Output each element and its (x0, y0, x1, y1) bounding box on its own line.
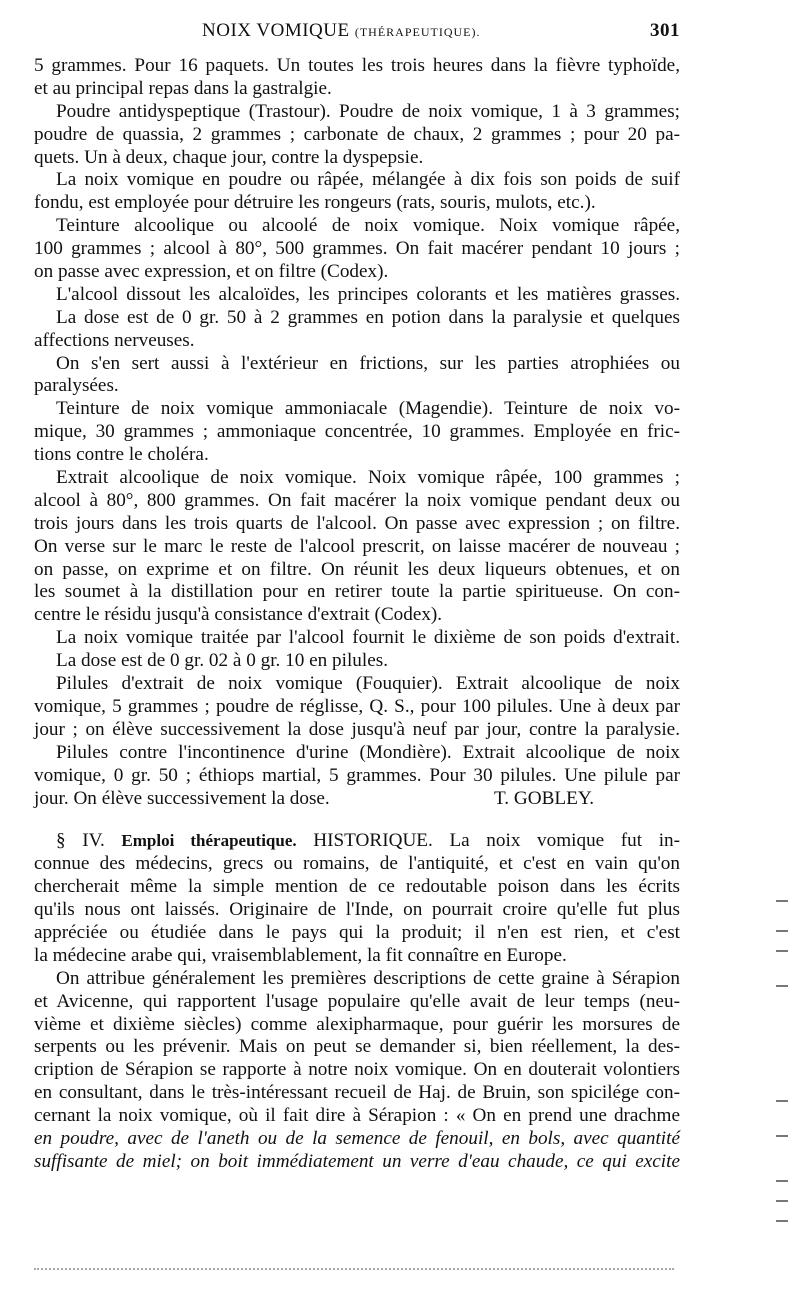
text-line (34, 788, 680, 811)
text-line: La noix vomique traitée par l'alcool fournit le dixième de son poids d'extrait. (56, 627, 680, 649)
text-line: cernant la noix vomique, où il fait dire à Sérapion : « On en prend une drachme (34, 1105, 680, 1127)
text-line: On verse sur le marc le reste de l'alcool prescrit, on laisse macérer de nouveau ; (34, 535, 680, 557)
text-line: 100 grammes ; alcool à 80°, 500 grammes. On fait macérer pendant 10 jours ; (34, 238, 680, 260)
text-line: qu'ils nous ont laissés. Originaire de l'Inde, on pourrait croire qu'elle fut plus (34, 899, 680, 921)
section-heading-line (34, 830, 680, 853)
text-line: serpents ou les prévenir. Mais on peut se demander si, bien réellement, la des- (34, 1036, 680, 1058)
text-line: trois jours dans les trois quarts de l'alcool. On passe avec expression ; on filtre. (34, 512, 680, 534)
margin-mark (776, 900, 788, 902)
text-line: Pilules d'extrait de noix vomique (Fouquier). Extrait alcoolique de noix (56, 673, 680, 695)
text-line: affections nerveuses. (34, 329, 195, 351)
running-header (34, 20, 680, 50)
margin-mark (776, 1100, 788, 1102)
text-line: et Avicenne, qui rapportent l'usage populaire qu'elle avait de leur temps (neu- (34, 990, 680, 1012)
text-line: fondu, est employée pour détruire les rongeurs (rats, souris, mulots, etc.). (34, 192, 596, 214)
text-line: Poudre antidyspeptique (Trastour). Poudre de noix vomique, 1 à 3 grammes; (56, 100, 680, 122)
text-line: Teinture alcoolique ou alcoolé de noix vomique. Noix vomique râpée, (56, 215, 680, 237)
footer-rule (34, 1268, 674, 1270)
page-number: 301 (650, 20, 680, 41)
section-number: § IV. (56, 830, 105, 852)
text-line: Teinture de noix vomique ammoniacale (Magendie). Teinture de noix vo- (56, 398, 680, 420)
margin-mark (776, 1220, 788, 1222)
text-line: On attribue généralement les premières descriptions de cette graine à Sérapion (56, 967, 680, 989)
text-line: On s'en sert aussi à l'extérieur en frictions, sur les parties atrophiées ou (56, 352, 680, 374)
author-signature: T. GOBLEY. (494, 787, 595, 809)
text-body (34, 55, 680, 1174)
text-line: paralysées. (34, 375, 119, 397)
text-line: La noix vomique en poudre ou râpée, mélangée à dix fois son poids de suif (56, 169, 680, 191)
text-line: vomique, 5 grammes ; poudre de réglisse, Q. S., pour 100 pilules. Une à deux par (34, 695, 680, 717)
section-subtitle: HISTORIQUE. (313, 830, 433, 852)
margin-marks (770, 870, 800, 1250)
text-line: on passe avec expression, et on filtre (Codex). (34, 261, 389, 283)
text-line: connue des médecins, grecs ou romains, de l'antiquité, et c'est en vain qu'on (34, 853, 680, 875)
text-line: alcool à 80°, 800 grammes. On fait macérer la noix vomique pendant deux ou (34, 489, 680, 511)
margin-mark (776, 950, 788, 952)
text-line-content: jour. On élève successivement la dose. (34, 787, 330, 809)
text-line: la médecine arabe qui, vraisemblablement, la fit connaître en Europe. (34, 944, 567, 966)
text-line: poudre de quassia, 2 grammes ; carbonate de chaux, 2 grammes ; pour 20 pa- (34, 123, 680, 145)
section-title: Emploi thérapeutique. (121, 831, 297, 851)
margin-mark (776, 1200, 788, 1202)
text-line: quets. Un à deux, chaque jour, contre la dyspepsie. (34, 146, 424, 168)
header-subtitle: (THÉRAPEUTIQUE). (354, 25, 481, 39)
text-line: vième et dixième siècles) comme alexipharmaque, pour guérir les morsures de (34, 1013, 680, 1035)
text-line: les soumet à la distillation pour en retirer toute la partie spiritueuse. On con- (34, 581, 680, 603)
text-line: suffisante de miel; on boit immédiatement un verre d'eau chaude, ce qui excite (34, 1150, 680, 1172)
text-line: 5 grammes. Pour 16 paquets. Un toutes les trois heures dans la fièvre typhoïde, (34, 55, 680, 76)
text-line: La dose est de 0 gr. 02 à 0 gr. 10 en pilules. (56, 650, 388, 672)
text-line: et au principal repas dans la gastralgie. (34, 77, 332, 99)
text-line: appréciée ou étudiée dans le pays qui la produit; il n'en est rien, et c'est (34, 921, 680, 943)
header-title: NOIX VOMIQUE (THÉRAPEUTIQUE). (202, 20, 481, 41)
text-line: cription de Sérapion se rapporte à notre noix vomique. On en douterait volontiers (34, 1059, 680, 1081)
margin-mark (776, 930, 788, 932)
text-line: centre le résidu jusqu'à consistance d'extrait (Codex). (34, 604, 443, 626)
text-line: tions contre le choléra. (34, 444, 209, 466)
margin-mark (776, 1180, 788, 1182)
text-line: Pilules contre l'incontinence d'urine (Mondière). Extrait alcoolique de noix (56, 741, 680, 763)
text-line: jour ; on élève successivement la dose jusqu'à neuf par jour, contre la paralysie. (34, 718, 680, 740)
text-line: en poudre, avec de l'aneth ou de la semence de fenouil, en bols, avec quantité (34, 1127, 680, 1149)
text-line: vomique, 0 gr. 50 ; éthiops martial, 5 grammes. Pour 30 pilules. Une pilule par (34, 764, 680, 786)
text-line: on passe, on exprime et on filtre. On réunit les deux liqueurs obtenues, et on (34, 558, 680, 580)
margin-mark (776, 1135, 788, 1137)
text-line: en consultant, dans le très-intéressant recueil de Haj. de Bruin, son spicilége con- (34, 1082, 680, 1104)
text-line: chercherait même la simple mention de ce redoutable poison dans les écrits (34, 876, 680, 898)
text-line: mique, 30 grammes ; ammoniaque concentrée, 10 grammes. Employée en fric- (34, 421, 680, 443)
text-line: L'alcool dissout les alcaloïdes, les principes colorants et les matières grasses. (56, 283, 680, 305)
text-line: La dose est de 0 gr. 50 à 2 grammes en potion dans la paralysie et quelques (56, 306, 680, 328)
text-line: Extrait alcoolique de noix vomique. Noix vomique râpée, 100 grammes ; (56, 467, 680, 489)
text-line-content: La noix vomique fut in- (449, 830, 681, 852)
margin-mark (776, 985, 788, 987)
